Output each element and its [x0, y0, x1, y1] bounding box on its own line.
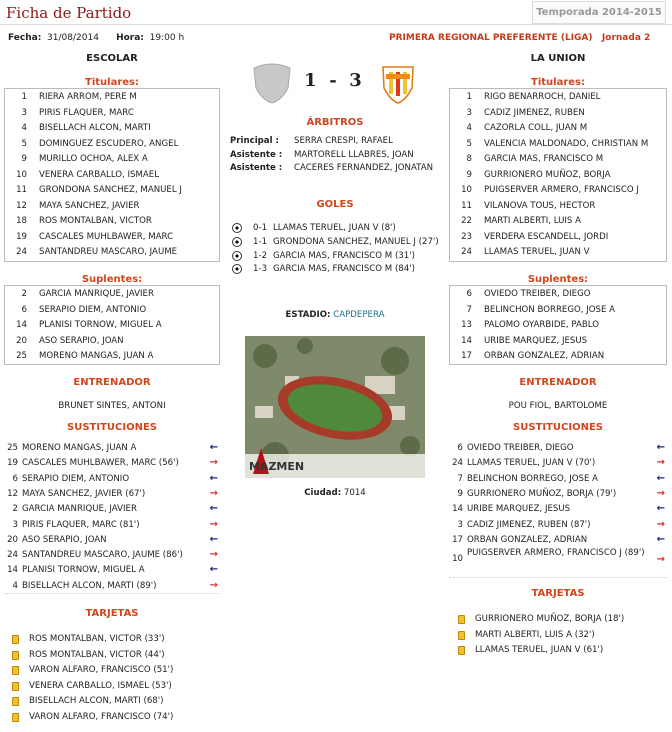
player-name[interactable]: VILANOVA TOUS, HECTOR: [484, 200, 596, 211]
away-subs-list: [449, 285, 667, 365]
yellow-card-icon: [12, 635, 19, 644]
player-number: 5: [21, 138, 27, 149]
player-number: 9: [466, 169, 472, 180]
city-value: 7014: [343, 488, 366, 498]
card-player[interactable]: VARON ALFARO, FRANCISCO (74'): [29, 711, 174, 722]
sub-player-name[interactable]: CADIZ JIMENEZ, RUBEN (87'): [467, 519, 591, 530]
player-name[interactable]: OVIEDO TREIBER, DIEGO: [484, 289, 591, 299]
substitution-row: [449, 472, 667, 487]
home-substitutions: [4, 441, 220, 593]
stadium-name[interactable]: CAPDEPERA: [333, 310, 385, 320]
card-player[interactable]: LLAMAS TERUEL, JUAN V (61'): [475, 645, 604, 655]
player-name[interactable]: BELINCHON BORREGO, JOSE A: [484, 304, 616, 315]
home-entrenador-label: ENTRENADOR: [73, 377, 151, 388]
player-number: 12: [16, 200, 27, 211]
competition-link[interactable]: PRIMERA REGIONAL PREFERENTE (LIGA) Jornada 2: [389, 33, 651, 43]
referee-role: Asistente :: [230, 163, 283, 173]
ball-icon: [232, 223, 242, 233]
sub-player-name[interactable]: PLANISI TORNOW, MIGUEL A: [22, 565, 145, 576]
home-sustituciones-label: SUSTITUCIONES: [67, 422, 157, 433]
player-number: 4: [466, 123, 472, 133]
arrow-left-icon: ←: [209, 503, 218, 515]
substitution-row: [4, 472, 220, 487]
player-number: 2: [21, 289, 27, 299]
home-subs-list: [4, 285, 220, 365]
player-name[interactable]: GURRIONERO MUÑOZ, BORJA: [484, 169, 611, 180]
player-number: 1: [21, 92, 27, 102]
player-name[interactable]: LLAMAS TERUEL, JUAN V: [484, 247, 590, 257]
home-suplentes-label: Suplentes:: [81, 274, 143, 285]
goal-scorer[interactable]: LLAMAS TERUEL, JUAN V (8'): [273, 223, 396, 233]
card-player[interactable]: VARON ALFARO, FRANCISCO (51'): [29, 665, 174, 675]
sub-number: 19: [7, 458, 18, 469]
sub-number: 17: [452, 534, 463, 545]
away-substitutions: [449, 441, 667, 577]
referee-name[interactable]: SERRA CRESPI, RAFAEL: [294, 136, 393, 146]
goal-scorer[interactable]: GRONDONA SANCHEZ, MANUEL J (27'): [273, 236, 439, 247]
player-name[interactable]: SANTANDREU MASCARO, JAUME: [39, 247, 178, 257]
player-name[interactable]: MAYA SANCHEZ, JAVIER: [39, 200, 140, 211]
substitution-row: [449, 502, 667, 517]
goal-scorer[interactable]: GARCIA MAS, FRANCISCO M (31'): [273, 250, 415, 261]
player-number: 4: [21, 123, 27, 133]
substitution-row: [4, 518, 220, 533]
player-number: 6: [21, 304, 27, 315]
player-name[interactable]: SERAPIO DIEM, ANTONIO: [39, 304, 147, 315]
away-tarjetas-label: TARJETAS: [531, 588, 585, 599]
arrow-left-icon: ←: [209, 442, 218, 453]
substitution-row: [449, 456, 667, 471]
player-name[interactable]: VALENCIA MALDONADO, CHRISTIAN M: [484, 138, 649, 149]
sub-number: 14: [452, 504, 463, 515]
sub-player-name[interactable]: PIRIS FLAQUER, MARC (81'): [22, 519, 140, 530]
player-number: 23: [461, 231, 472, 242]
away-titulares-label: Titulares:: [531, 77, 585, 88]
player-number: 14: [16, 320, 27, 330]
sub-player-name[interactable]: PUIGSERVER ARMERO, FRANCISCO J (89'): [467, 548, 645, 559]
goal-score: 1-1: [253, 236, 268, 247]
sub-number: 24: [452, 458, 463, 469]
card-player[interactable]: ROS MONTALBAN, VICTOR (33'): [29, 634, 165, 644]
sub-player-name[interactable]: URIBE MARQUEZ, JESUS: [467, 504, 571, 515]
sub-number: 6: [457, 443, 463, 453]
player-name[interactable]: CADIZ JIMENEZ, RUBEN: [484, 107, 585, 118]
player-number: 20: [16, 335, 27, 346]
yellow-card-icon: [458, 631, 465, 640]
sub-player-name[interactable]: MAYA SANCHEZ, JAVIER (67'): [22, 488, 146, 499]
sub-player-name[interactable]: CASCALES MUHLBAWER, MARC (56'): [22, 458, 179, 469]
away-starters-list: [449, 88, 667, 262]
sub-player-name[interactable]: OVIEDO TREIBER, DIEGO: [467, 443, 574, 453]
away-crest-icon[interactable]: [380, 62, 416, 104]
player-number: 13: [461, 320, 472, 330]
substitution-row: [4, 548, 220, 563]
player-name[interactable]: GARCIA MANRIQUE, JAVIER: [39, 289, 154, 299]
player-name[interactable]: MORENO MANGAS, JUAN A: [39, 351, 154, 361]
sub-number: 2: [12, 504, 18, 515]
player-number: 17: [461, 351, 472, 361]
player-number: 8: [466, 154, 472, 164]
arrow-right-icon: →: [209, 579, 218, 591]
player-number: 6: [466, 289, 472, 299]
player-number: 22: [461, 216, 472, 226]
goal-score: 1-2: [253, 250, 268, 261]
season-label: Temporada 2014-2015: [532, 1, 666, 24]
home-cards-list: [4, 632, 220, 728]
player-name[interactable]: GRONDONA SANCHEZ, MANUEL J: [39, 185, 182, 195]
substitution-row: [449, 548, 667, 572]
player-name[interactable]: ASO SERAPIO, JOAN: [39, 335, 124, 346]
sub-number: 20: [7, 534, 18, 545]
scoreboard: 1 - 3: [304, 70, 362, 91]
player-number: 5: [466, 138, 472, 149]
substitution-row: [4, 502, 220, 517]
arrow-left-icon: ←: [209, 472, 218, 484]
player-name[interactable]: PLANISI TORNOW, MIGUEL A: [39, 320, 162, 330]
sub-player-name[interactable]: SANTANDREU MASCARO, JAUME (86'): [22, 550, 183, 561]
arrow-left-icon: ←: [656, 503, 665, 515]
substitution-row: [449, 487, 667, 502]
yellow-card-icon: [12, 713, 19, 722]
sub-player-name[interactable]: MORENO MANGAS, JUAN A: [22, 443, 137, 453]
sub-number: 24: [7, 550, 18, 561]
sub-player-name[interactable]: LLAMAS TERUEL, JUAN V (70'): [467, 458, 596, 469]
player-number: 24: [16, 247, 27, 257]
page-title: Ficha de Partido: [6, 4, 132, 22]
sub-number: 9: [457, 488, 463, 499]
card-player[interactable]: ROS MONTALBAN, VICTOR (44'): [29, 649, 165, 660]
player-name[interactable]: RIGO BENARROCH, DANIEL: [484, 92, 601, 102]
substitution-row: [4, 441, 220, 456]
player-name[interactable]: URIBE MARQUEZ, JESUS: [484, 335, 588, 346]
home-team-name: ESCOLAR: [86, 53, 138, 64]
player-number: 11: [16, 185, 27, 195]
goal-score: 1-3: [253, 264, 268, 275]
sub-number: 14: [7, 565, 18, 576]
player-name[interactable]: CASCALES MUHLBAWER, MARC: [39, 231, 174, 242]
player-number: 19: [16, 231, 27, 242]
arbitros-label: ÁRBITROS: [306, 117, 364, 128]
player-name[interactable]: GARCIA MAS, FRANCISCO M: [484, 154, 604, 164]
home-coach[interactable]: BRUNET SINTES, ANTONI: [58, 401, 166, 411]
substitution-row: [449, 441, 667, 456]
goles-label: GOLES: [316, 199, 354, 210]
yellow-card-icon: [12, 697, 19, 706]
home-crest-icon[interactable]: [250, 60, 294, 104]
sub-player-name[interactable]: BISELLACH ALCON, MARTI (89'): [22, 580, 157, 591]
home-starters-list: [4, 88, 220, 262]
away-entrenador-label: ENTRENADOR: [519, 377, 597, 388]
stadium-info: ESTADIO: CAPDEPERA: [285, 310, 385, 320]
card-player[interactable]: VENERA CARBALLO, ISMAEL (53'): [29, 680, 172, 691]
player-number: 25: [16, 351, 27, 361]
arrow-left-icon: ←: [209, 533, 218, 545]
ball-icon: [232, 237, 242, 247]
player-name[interactable]: ORBAN GONZALEZ, ADRIAN: [484, 351, 605, 361]
ball-icon: [232, 264, 242, 274]
yellow-card-icon: [458, 615, 465, 624]
stadium-photo: [245, 336, 425, 478]
ball-icon: [232, 251, 242, 261]
sub-number: 3: [457, 519, 463, 530]
substitution-row: [4, 533, 220, 548]
player-number: 11: [461, 200, 472, 211]
arrow-right-icon: →: [209, 457, 218, 469]
player-number: 7: [466, 304, 472, 315]
player-name[interactable]: PALOMO OYARBIDE, PABLO: [484, 320, 599, 330]
sub-player-name[interactable]: ASO SERAPIO, JOAN: [22, 534, 107, 545]
arrow-right-icon: →: [209, 518, 218, 530]
player-name[interactable]: PIRIS FLAQUER, MARC: [39, 107, 134, 118]
player-name[interactable]: MURILLO OCHOA, ALEX A: [39, 154, 148, 164]
player-number: 24: [461, 247, 472, 257]
sub-player-name[interactable]: GURRIONERO MUÑOZ, BORJA (79'): [467, 488, 617, 499]
substitution-row: [449, 533, 667, 548]
away-cards-list: [449, 612, 667, 662]
substitution-row: [4, 563, 220, 578]
player-number: 14: [461, 335, 472, 346]
arrow-right-icon: →: [656, 554, 665, 566]
arrow-left-icon: ←: [656, 472, 665, 484]
yellow-card-icon: [12, 666, 19, 675]
sub-number: 25: [7, 443, 18, 453]
arrow-right-icon: →: [656, 487, 665, 499]
sub-number: 12: [7, 488, 18, 499]
sub-player-name[interactable]: BELINCHON BORREGO, JOSE A: [467, 473, 599, 484]
stadium-photo-brand: MAZMEN: [249, 460, 305, 473]
player-number: 3: [466, 107, 472, 118]
player-name[interactable]: DOMINGUEZ ESCUDERO, ANGEL: [39, 138, 179, 149]
city-info: Ciudad: 7014: [304, 488, 366, 498]
card-player[interactable]: MARTI ALBERTI, LUIS A (32'): [475, 629, 595, 640]
divider: [0, 24, 672, 25]
match-meta: Fecha: 31/08/2014 Hora: 19:00 h: [8, 33, 185, 43]
referee-role: Principal :: [230, 136, 279, 146]
away-team-name: LA UNION: [530, 53, 586, 64]
substitution-row: [4, 579, 220, 594]
player-name[interactable]: VERDERA ESCANDELL, JORDI: [484, 231, 609, 242]
arrow-right-icon: →: [656, 518, 665, 530]
goals-list: [232, 221, 446, 279]
match-time: 19:00 h: [149, 33, 185, 43]
player-number: 10: [461, 185, 472, 195]
card-player[interactable]: BISELLACH ALCON, MARTI (68'): [29, 696, 164, 706]
player-name[interactable]: PUIGSERVER ARMERO, FRANCISCO J: [484, 185, 639, 195]
player-number: 10: [16, 169, 27, 180]
away-suplentes-label: Suplentes:: [527, 274, 589, 285]
home-titulares-label: Titulares:: [85, 77, 139, 88]
sub-number: 3: [12, 519, 18, 530]
referee-name[interactable]: CACERES FERNANDEZ, JONATAN: [294, 163, 434, 173]
sub-player-name[interactable]: SERAPIO DIEM, ANTONIO: [22, 473, 130, 484]
sub-player-name[interactable]: GARCIA MANRIQUE, JAVIER: [22, 504, 137, 515]
away-coach[interactable]: POU FIOL, BARTOLOME: [508, 401, 608, 411]
card-player[interactable]: GURRIONERO MUÑOZ, BORJA (18'): [475, 614, 625, 624]
referees-list: [230, 134, 444, 178]
yellow-card-icon: [12, 682, 19, 691]
player-name[interactable]: RIERA ARROM, PERE M: [39, 92, 137, 102]
arrow-left-icon: ←: [656, 442, 665, 453]
sub-player-name[interactable]: ORBAN GONZALEZ, ADRIAN: [467, 534, 588, 545]
referee-role: Asistente :: [230, 149, 283, 160]
home-tarjetas-label: TARJETAS: [85, 608, 139, 619]
away-sustituciones-label: SUSTITUCIONES: [513, 422, 603, 433]
player-number: 3: [21, 107, 27, 118]
player-name[interactable]: BISELLACH ALCON, MARTI: [39, 123, 151, 133]
substitution-row: [449, 518, 667, 533]
substitution-row: [4, 487, 220, 502]
referee-name[interactable]: MARTORELL LLABRES, JOAN: [294, 149, 414, 160]
arrow-left-icon: ←: [209, 564, 218, 576]
arrow-left-icon: ←: [656, 533, 665, 545]
sub-number: 10: [452, 554, 463, 565]
player-name[interactable]: VENERA CARBALLO, ISMAEL: [39, 169, 160, 180]
player-number: 9: [21, 154, 27, 164]
match-date: 31/08/2014: [47, 33, 99, 43]
goal-scorer[interactable]: GARCIA MAS, FRANCISCO M (84'): [273, 264, 415, 275]
yellow-card-icon: [458, 646, 465, 655]
arrow-right-icon: →: [209, 487, 218, 499]
player-number: 1: [466, 92, 472, 102]
player-name[interactable]: ROS MONTALBAN, VICTOR: [39, 216, 152, 226]
yellow-card-icon: [12, 651, 19, 660]
substitution-row: [4, 456, 220, 471]
player-name[interactable]: CAZORLA COLL, JUAN M: [484, 123, 588, 133]
sub-number: 4: [12, 580, 18, 591]
player-number: 18: [16, 216, 27, 226]
arrow-right-icon: →: [656, 457, 665, 469]
sub-number: 6: [12, 473, 18, 484]
goal-score: 0-1: [253, 223, 268, 233]
arrow-right-icon: →: [209, 549, 218, 561]
player-name[interactable]: MARTI ALBERTI, LUIS A: [484, 216, 581, 226]
sub-number: 7: [457, 473, 463, 484]
